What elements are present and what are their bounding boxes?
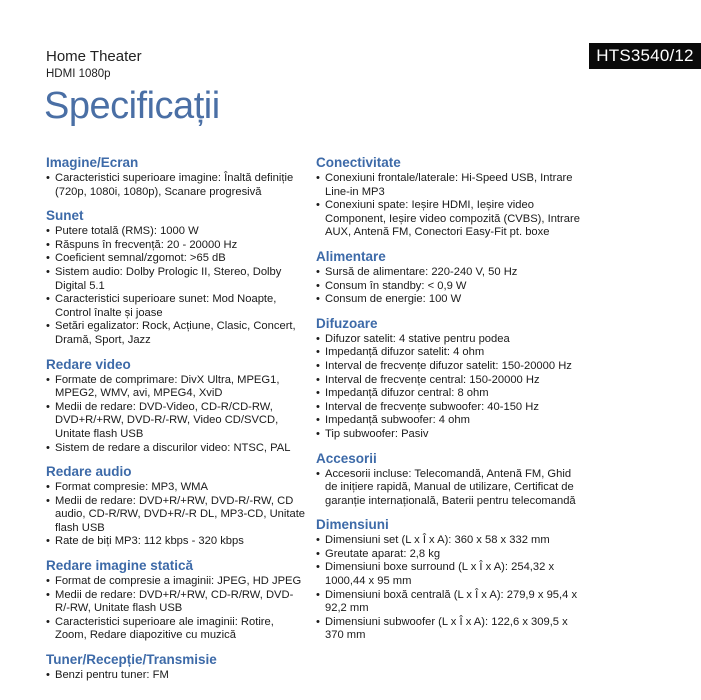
spec-list: [316, 333, 586, 442]
spec-list: [46, 374, 306, 456]
spec-section-sunet: [46, 207, 306, 347]
spec-section-redare-audio: [46, 463, 306, 549]
page-title: Specificații: [44, 85, 220, 127]
spec-section-tuner-receptie-transmisie: [46, 651, 306, 683]
spec-list: [46, 669, 306, 683]
spec-list: [316, 534, 586, 643]
spec-section-conectivitate: [316, 154, 586, 240]
spec-item: • Caracteristici superioare sunet: Mod Noapte, Control înalte și joase: [46, 293, 306, 320]
spec-item: • Dimensiuni boxă centrală (L x Î x A): 279,9 x 95,4 x 92,2 mm: [316, 589, 586, 616]
spec-item: • Benzi pentru tuner: FM: [46, 669, 306, 683]
spec-item: • Coeficient semnal/zgomot: >65 dB: [46, 252, 306, 266]
spec-item: • Format de compresie a imaginii: JPEG, HD JPEG: [46, 575, 306, 589]
product-subtitle: HDMI 1080p: [46, 68, 111, 80]
spec-item: • Impedanță difuzor satelit: 4 ohm: [316, 346, 586, 360]
spec-item: • Caracteristici superioare imagine: Înaltă definiție (720p, 1080i, 1080p), Scanare progresivă: [46, 172, 306, 199]
spec-item: • Formate de comprimare: DivX Ultra, MPEG1, MPEG2, WMV, avi, MPEG4, XviD: [46, 374, 306, 401]
section-title: Redare audio: [46, 464, 132, 480]
spec-section-imagine-ecran: [46, 154, 306, 199]
spec-item: • Format compresie: MP3, WMA: [46, 481, 306, 495]
spec-column-right: [316, 154, 586, 651]
spec-item: • Medii de redare: DVD+R/+RW, CD-R/RW, DVD-R/-RW, Unitate flash USB: [46, 589, 306, 616]
spec-item: • Interval de frecvențe difuzor satelit: 150-20000 Hz: [316, 360, 586, 374]
spec-item: • Dimensiuni boxe surround (L x Î x A): 254,32 x 1000,44 x 95 mm: [316, 561, 586, 588]
spec-item: • Conexiuni spate: Ieșire HDMI, Ieșire video Component, Ieșire video compozită (CVBS), Intrare AUX, Antenă FM, Conectori Easy-Fit pt. boxe: [316, 199, 586, 240]
spec-item: • Răspuns în frecvență: 20 - 20000 Hz: [46, 239, 306, 253]
section-title: Dimensiuni: [316, 517, 389, 533]
spec-item: • Medii de redare: DVD+R/+RW, DVD-R/-RW, CD audio, CD-R/RW, DVD+R/-R DL, MP3-CD, Unitate flash USB: [46, 495, 306, 536]
spec-item: • Setări egalizator: Rock, Acțiune, Clasic, Concert, Dramă, Sport, Jazz: [46, 320, 306, 347]
spec-section-alimentare: [316, 248, 586, 307]
spec-item: • Interval de frecvențe subwoofer: 40-150 Hz: [316, 401, 586, 415]
section-title: Conectivitate: [316, 155, 401, 170]
spec-list: [46, 172, 306, 199]
spec-item: • Dimensiuni subwoofer (L x Î x A): 122,6 x 309,5 x 370 mm: [316, 616, 586, 643]
spec-section-accesorii: [316, 450, 586, 509]
spec-list: [46, 575, 306, 643]
spec-section-dimensiuni: [316, 516, 586, 643]
section-title: Sunet: [46, 208, 84, 224]
spec-item: • Accesorii incluse: Telecomandă, Antenă FM, Ghid de inițiere rapidă, Manual de utilizare, Certificat de garanție internațională, Baterii pentru telecomandă: [316, 468, 586, 509]
section-title: Imagine/Ecran: [46, 155, 139, 170]
spec-item: • Medii de redare: DVD-Video, CD-R/CD-RW, DVD+R/+RW, DVD-R/-RW, Video CD/SVCD, Unitate flash USB: [46, 401, 306, 442]
product-name: Home Theater: [46, 48, 142, 65]
spec-item: • Sistem audio: Dolby Prologic II, Stereo, Dolby Digital 5.1: [46, 266, 306, 293]
section-title: Redare imagine statică: [46, 558, 194, 574]
spec-item: • Dimensiuni set (L x Î x A): 360 x 58 x 332 mm: [316, 534, 586, 548]
section-title: Difuzoare: [316, 315, 378, 331]
spec-list: [46, 225, 306, 347]
section-title: Redare video: [46, 356, 131, 372]
section-title: Tuner/Recepție/Transmisie: [46, 652, 217, 668]
spec-item: • Conexiuni frontale/laterale: Hi-Speed USB, Intrare Line-in MP3: [316, 172, 586, 199]
section-title: Alimentare: [316, 248, 386, 264]
product-header: [46, 48, 142, 81]
spec-list: [316, 172, 586, 240]
model-badge: HTS3540/12: [589, 43, 701, 69]
spec-list: [316, 266, 586, 307]
spec-item: • Tip subwoofer: Pasiv: [316, 428, 586, 442]
spec-item: • Interval de frecvențe central: 150-20000 Hz: [316, 374, 586, 388]
spec-item: • Sursă de alimentare: 220-240 V, 50 Hz: [316, 266, 586, 280]
spec-item: • Impedanță subwoofer: 4 ohm: [316, 414, 586, 428]
spec-section-redare-imagine-statica: [46, 557, 306, 643]
spec-item: • Difuzor satelit: 4 stative pentru podea: [316, 333, 586, 347]
spec-item: • Consum în standby: < 0,9 W: [316, 280, 586, 294]
spec-section-redare-video: [46, 356, 306, 456]
spec-item: • Greutate aparat: 2,8 kg: [316, 548, 586, 562]
spec-column-left: [46, 154, 306, 691]
spec-item: • Impedanță difuzor central: 8 ohm: [316, 387, 586, 401]
spec-list: [46, 481, 306, 549]
spec-item: • Putere totală (RMS): 1000 W: [46, 225, 306, 239]
spec-item: • Rate de biți MP3: 112 kbps - 320 kbps: [46, 535, 306, 549]
spec-list: [316, 468, 586, 509]
spec-section-difuzoare: [316, 315, 586, 442]
spec-item: • Sistem de redare a discurilor video: NTSC, PAL: [46, 442, 306, 456]
spec-item: • Caracteristici superioare ale imaginii: Rotire, Zoom, Redare diapozitive cu muzică: [46, 616, 306, 643]
spec-item: • Consum de energie: 100 W: [316, 293, 586, 307]
section-title: Accesorii: [316, 450, 377, 466]
